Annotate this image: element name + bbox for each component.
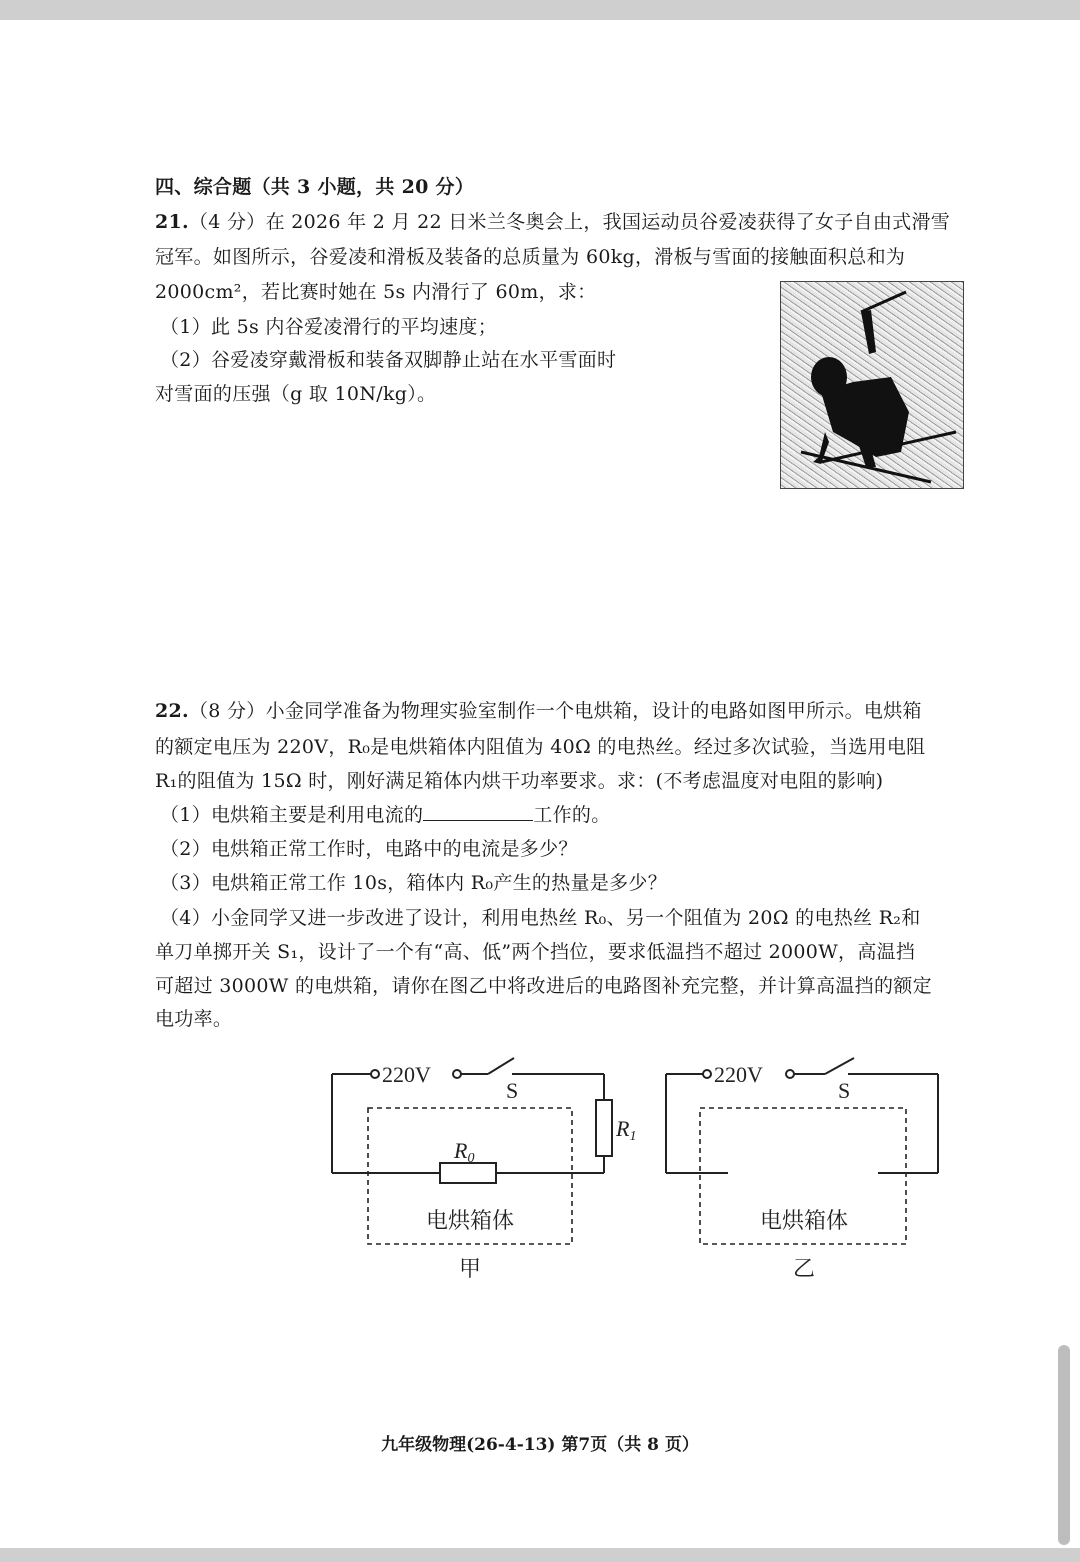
q21-line1	[155, 207, 950, 234]
yi-box-label: 电烘箱体	[759, 1209, 849, 1234]
q22-part4-b: 单刀单掷开关 S₁，设计了一个有“高、低”两个挡位，要求低温挡不超过 2000W，高温挡	[155, 941, 916, 963]
skier-photo	[780, 281, 964, 489]
q22-part1-a: （1）电烘箱主要是利用电流的	[160, 804, 424, 826]
q22-part2: （2）电烘箱正常工作时，电路中的电流是多少？	[160, 838, 578, 860]
jia-caption: 甲	[458, 1257, 482, 1282]
skier-figure	[781, 282, 963, 488]
q22-part3: （3）电烘箱正常工作 10s，箱体内 R₀产生的热量是多少？	[160, 872, 668, 894]
q22-part4-d: 电功率。	[155, 1008, 233, 1030]
jia-r0-label: R0	[454, 1138, 475, 1166]
q22-line3: R₁的阻值为 15Ω 时，刚好满足箱体内烘干功率要求。求：(不考虑温度对电阻的影响)	[155, 770, 884, 792]
jia-voltage: 220V	[382, 1062, 431, 1087]
q22-part1-b: 工作的。	[533, 804, 611, 826]
yi-caption: 乙	[792, 1257, 816, 1282]
q21-line2: 冠军。如图所示，谷爱凌和滑板及装备的总质量为 60kg，滑板与雪面的接触面积总和为	[155, 246, 906, 268]
q21-part1: （1）此 5s 内谷爱凌滑行的平均速度；	[160, 316, 498, 338]
q21-number: 21.	[155, 211, 189, 233]
q22-line2: 的额定电压为 220V，R₀是电烘箱体内阻值为 40Ω 的电热丝。经过多次试验，当选用电阻	[155, 736, 926, 758]
scrollbar[interactable]	[1058, 1345, 1070, 1545]
q21-part2: （2）谷爱凌穿戴滑板和装备双脚静止站在水平雪面时	[160, 349, 617, 371]
q22-text-1: （8 分）小金同学准备为物理实验室制作一个电烘箱，设计的电路如图甲所示。电烘箱	[188, 700, 922, 722]
section-title: 四、综合题（共 3 小题，共 20 分）	[155, 176, 475, 198]
q22-part4-a: （4）小金同学又进一步改进了设计，利用电热丝 R₀、另一个阻值为 20Ω 的电热丝 R₂和	[160, 907, 921, 929]
q22-line1	[155, 696, 922, 723]
q21-text-1: （4 分）在 2026 年 2 月 22 日米兰冬奥会上，我国运动员谷爱凌获得了女子自由式滑雪	[188, 211, 951, 233]
q22-part1	[160, 800, 611, 827]
jia-switch-label: S	[506, 1078, 519, 1103]
scrollbar-thumb[interactable]	[1058, 1345, 1070, 1545]
circuit-diagrams	[320, 1050, 960, 1290]
q21-part2-cont: 对雪面的压强（g 取 10N/kg）。	[155, 383, 437, 405]
q22-part4-c: 可超过 3000W 的电烘箱，请你在图乙中将改进后的电路图补充完整，并计算高温挡的额定	[155, 975, 932, 997]
page-footer: 九年级物理(26-4-13) 第7页（共 8 页）	[381, 1435, 699, 1455]
yi-switch-label: S	[838, 1078, 851, 1103]
yi-voltage: 220V	[714, 1062, 763, 1087]
jia-r1-label: R1	[616, 1116, 637, 1144]
q21-line3: 2000cm²，若比赛时她在 5s 内滑行了 60m，求：	[155, 281, 597, 303]
q22-number: 22.	[155, 700, 189, 722]
answer-blank[interactable]	[423, 804, 533, 821]
jia-box-label: 电烘箱体	[425, 1209, 515, 1234]
bottom-border	[0, 1548, 1080, 1562]
top-border	[0, 0, 1080, 20]
